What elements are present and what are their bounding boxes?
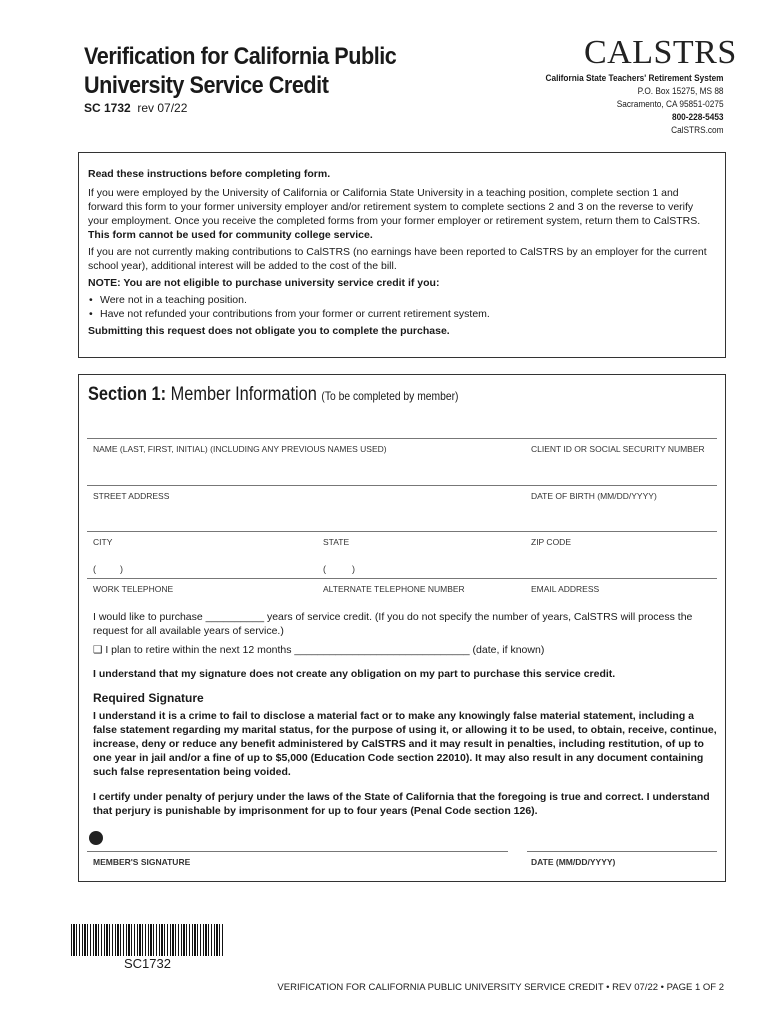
client-id-label: CLIENT ID OR SOCIAL SECURITY NUMBER [531,444,705,454]
barcode [71,924,223,956]
signature-date-label: DATE (MM/DD/YYYY) [531,857,616,867]
signature-date-line[interactable] [527,851,717,852]
form-code: SC 1732 [84,101,131,115]
required-signature-heading: Required Signature [93,691,204,705]
city-label: CITY [93,537,113,547]
form-revision: rev 07/22 [137,101,188,115]
eligibility-list [88,293,716,321]
form-title-line2: University Service Credit [84,72,329,99]
alt-phone-label: ALTERNATE TELEPHONE NUMBER [323,584,465,594]
po-box: P.O. Box 15275, MS 88 [638,86,724,96]
perjury-warning-text: I understand it is a crime to fail to disclose a material fact or to make any knowingly false material statement, including a false statement regarding my marital status, for the purpose of using it, or allowing it to be used, to obtain, receive, continue, increase, deny or reduce any benefit administered by CalSTRS and it may result in penalties, including restitution, of up to one year in jail and/or a fine of up to $5,000 (Education Code section 22010). It may also result in any document containing such false representation being voided. [93,710,717,778]
form-title [84,42,498,100]
page-footer: VERIFICATION FOR CALIFORNIA PUBLIC UNIVERSITY SERVICE CREDIT • REV 07/22 • PAGE 1 OF 2 [277,982,724,993]
org-name: California State Teachers' Retirement System [545,73,724,83]
work-phone-label: WORK TELEPHONE [93,584,174,594]
retire-checkbox-text[interactable]: ❑ I plan to retire within the next 12 months ______________________________ (date, if known) [93,644,545,656]
instructions-para2: If you are not currently making contributions to CalSTRS (no earnings have been reported to CalSTRS by an employer for the current school year), additional interest will be added to the cost of the bill. [88,246,707,272]
dob-label: DATE OF BIRTH (MM/DD/YYYY) [531,491,657,501]
calstrs-logo: CALSTRS [584,34,737,71]
form-number [84,101,187,115]
instructions-closing: Submitting this request does not obligate you to complete the purchase. [88,325,450,337]
city-line-field[interactable] [87,531,717,532]
instructions-heading: Read these instructions before completing form. [88,168,331,180]
zip-label: ZIP CODE [531,537,571,547]
member-signature-line[interactable] [87,851,508,852]
email-label: EMAIL ADDRESS [531,584,600,594]
street-line[interactable] [87,485,717,486]
instructions-note: NOTE: You are not eligible to purchase university service credit if you: [88,277,440,289]
form-title-line1: Verification for California Public [84,43,397,70]
obligation-statement: I understand that my signature does not create any obligation on my part to purchase this service credit. [93,668,616,680]
list-item: • Have not refunded your contributions from your former or current retirement system. [100,307,716,321]
work-area-open: ( [93,564,96,574]
alt-area-open: ( [323,564,326,574]
certify-text: I certify under penalty of perjury under the laws of the State of California that the foregoing is true and correct. I understand that perjury is punishable by imprisonment for up to four years (Penal Code section 126). [93,791,710,817]
list-item: • Were not in a teaching position. [100,293,716,307]
org-address [546,72,724,137]
name-line[interactable] [87,438,717,439]
member-signature-label: MEMBER'S SIGNATURE [93,857,191,867]
signature-pen-icon [89,831,103,845]
instructions-para1: If you were employed by the University of California or California State University in a teaching position, complete section 1 and forward this form to your former university employer and/or retirement system to complete sections 2 and 3 on the reverse to verify your employment. Once you receive the completed forms from your former employer or retirement system, return them to CalSTRS. This form cannot be used for community college service. [88,187,701,241]
org-phone: 800-228-5453 [672,112,724,122]
name-label: NAME (LAST, FIRST, INITIAL) (INCLUDING ANY PREVIOUS NAMES USED) [93,444,387,454]
barcode-text: SC1732 [124,956,171,971]
state-label: STATE [323,537,350,547]
section1-title: Section 1: Member Information (To be completed by member) [88,384,459,405]
city-line: Sacramento, CA 95851-0275 [617,99,724,109]
section1-box [78,374,726,882]
org-website: CalSTRS.com [671,125,724,135]
phone-line[interactable] [87,578,717,579]
alt-area-close: ) [352,564,355,574]
purchase-years-text: I would like to purchase __________ years of service credit. (If you do not specify the number of years, CalSTRS will process the request for all available years of service.) [93,611,693,637]
street-label: STREET ADDRESS [93,491,170,501]
work-area-close: ) [120,564,123,574]
instructions-box [78,152,726,358]
